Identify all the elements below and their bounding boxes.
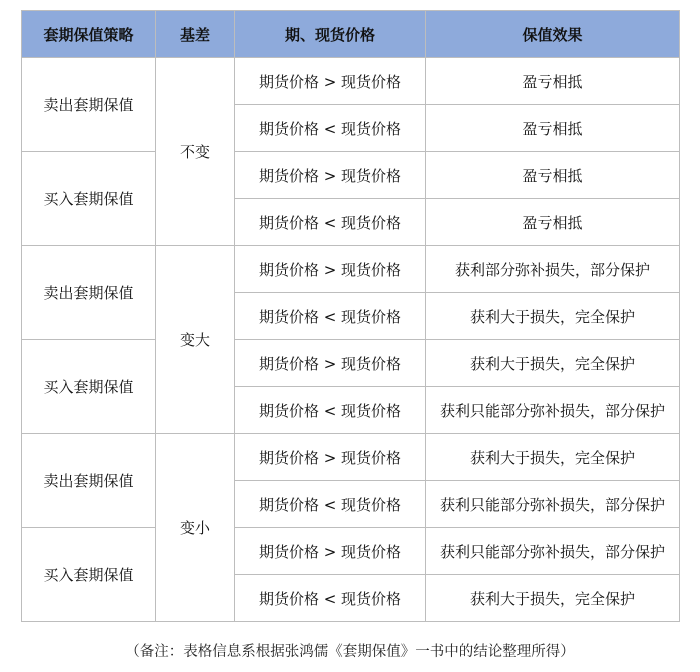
- price-cell: 期货价格 > 现货价格: [235, 246, 426, 293]
- effect-cell: 获利只能部分弥补损失，部分保护: [426, 481, 680, 528]
- price-cell: 期货价格 > 现货价格: [235, 434, 426, 481]
- price-cell: 期货价格 < 现货价格: [235, 481, 426, 528]
- table-row: [22, 246, 680, 293]
- effect-cell: 盈亏相抵: [426, 152, 680, 199]
- price-cell: 期货价格 < 现货价格: [235, 575, 426, 622]
- effect-cell: 获利只能部分弥补损失，部分保护: [426, 528, 680, 575]
- header-row: [22, 11, 680, 58]
- header-effect: 保值效果: [426, 11, 680, 58]
- price-cell: 期货价格 < 现货价格: [235, 199, 426, 246]
- basis-cell: 变小: [156, 434, 235, 622]
- table-body: [22, 58, 680, 622]
- effect-cell: 获利大于损失，完全保护: [426, 340, 680, 387]
- strategy-cell: 买入套期保值: [22, 528, 156, 622]
- effect-cell: 盈亏相抵: [426, 105, 680, 152]
- header-basis: 基差: [156, 11, 235, 58]
- strategy-cell: 买入套期保值: [22, 340, 156, 434]
- hedge-table: [21, 10, 680, 622]
- effect-cell: 获利大于损失，完全保护: [426, 575, 680, 622]
- table-header: [22, 11, 680, 58]
- effect-cell: 获利部分弥补损失，部分保护: [426, 246, 680, 293]
- effect-cell: 获利只能部分弥补损失，部分保护: [426, 387, 680, 434]
- header-strategy: 套期保值策略: [22, 11, 156, 58]
- price-cell: 期货价格 < 现货价格: [235, 105, 426, 152]
- footnote: （备注：表格信息系根据张鸿儒《套期保值》一书中的结论整理所得）: [125, 644, 575, 660]
- price-cell: 期货价格 > 现货价格: [235, 528, 426, 575]
- effect-cell: 获利大于损失，完全保护: [426, 434, 680, 481]
- table-row: [22, 152, 680, 199]
- effect-cell: 盈亏相抵: [426, 199, 680, 246]
- basis-cell: 变大: [156, 246, 235, 434]
- price-cell: 期货价格 > 现货价格: [235, 58, 426, 105]
- header-price: 期、现货价格: [235, 11, 426, 58]
- price-cell: 期货价格 > 现货价格: [235, 152, 426, 199]
- table-row: [22, 340, 680, 387]
- table-row: [22, 58, 680, 105]
- price-cell: 期货价格 > 现货价格: [235, 340, 426, 387]
- table-row: [22, 434, 680, 481]
- price-cell: 期货价格 < 现货价格: [235, 293, 426, 340]
- strategy-cell: 卖出套期保值: [22, 58, 156, 152]
- effect-cell: 获利大于损失，完全保护: [426, 293, 680, 340]
- strategy-cell: 卖出套期保值: [22, 246, 156, 340]
- strategy-cell: 买入套期保值: [22, 152, 156, 246]
- table-row: [22, 528, 680, 575]
- strategy-cell: 卖出套期保值: [22, 434, 156, 528]
- price-cell: 期货价格 < 现货价格: [235, 387, 426, 434]
- effect-cell: 盈亏相抵: [426, 58, 680, 105]
- basis-cell: 不变: [156, 58, 235, 246]
